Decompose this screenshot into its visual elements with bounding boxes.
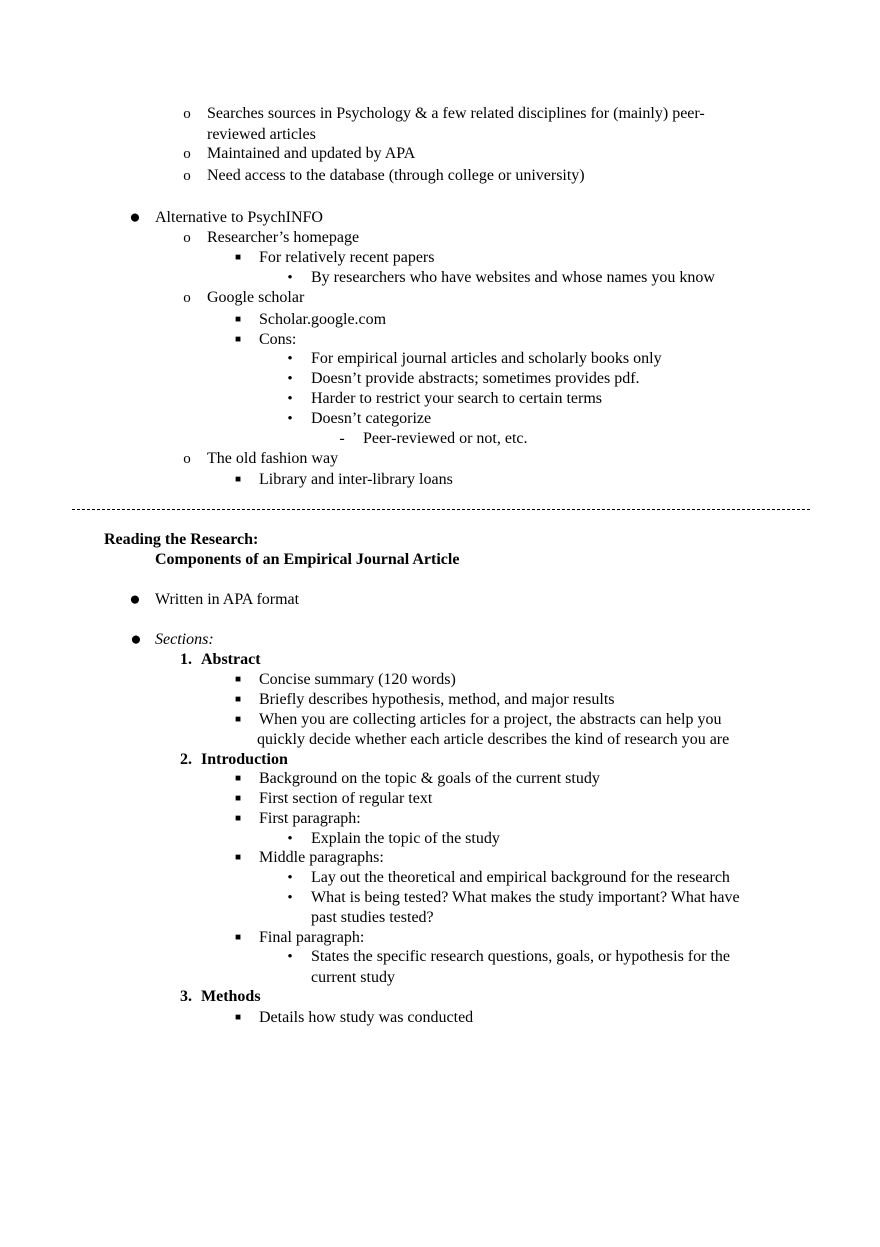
- square-bullet-icon: ■: [234, 314, 242, 325]
- square-bullet-icon: ■: [234, 252, 242, 263]
- disc-bullet-icon: ●: [130, 629, 142, 650]
- circle-bullet-icon: o: [183, 106, 191, 122]
- list-number: 1.: [180, 651, 192, 668]
- dot-bullet-icon: •: [287, 411, 293, 427]
- section-heading: Abstract: [201, 651, 261, 668]
- dot-bullet-icon: •: [287, 949, 293, 965]
- list-item: Harder to restrict your search to certain terms: [311, 390, 602, 407]
- list-number: 3.: [180, 988, 192, 1005]
- list-item: Maintained and updated by APA: [207, 145, 416, 162]
- list-item: Peer-reviewed or not, etc.: [363, 430, 528, 447]
- list-item: Need access to the database (through college or university): [207, 167, 585, 184]
- list-item: Written in APA format: [155, 591, 300, 608]
- list-item: Details how study was conducted: [259, 1009, 474, 1026]
- list-item: Cons:: [259, 331, 297, 348]
- circle-bullet-icon: o: [183, 146, 191, 162]
- list-item: Searches sources in Psychology & a few related disciplines for (mainly) peer-: [207, 105, 705, 122]
- list-item: past studies tested?: [311, 909, 434, 926]
- dot-bullet-icon: •: [287, 391, 293, 407]
- list-item: Final paragraph:: [259, 929, 365, 946]
- list-item: What is being tested? What makes the study important? What have: [311, 889, 740, 906]
- dot-bullet-icon: •: [287, 371, 293, 387]
- square-bullet-icon: ■: [234, 773, 242, 784]
- list-item: Scholar.google.com: [259, 311, 387, 328]
- dash-bullet-icon: -: [339, 430, 345, 447]
- list-item: reviewed articles: [207, 126, 316, 143]
- dot-bullet-icon: •: [287, 870, 293, 886]
- list-item: Doesn’t categorize: [311, 410, 432, 427]
- list-item: For empirical journal articles and scholarly books only: [311, 350, 662, 367]
- list-number: 2.: [180, 751, 192, 768]
- square-bullet-icon: ■: [234, 852, 242, 863]
- list-item: The old fashion way: [207, 450, 339, 467]
- list-item: Researcher’s homepage: [207, 229, 360, 246]
- square-bullet-icon: ■: [234, 474, 242, 485]
- list-item: Explain the topic of the study: [311, 830, 500, 847]
- circle-bullet-icon: o: [183, 168, 191, 184]
- list-item: Library and inter-library loans: [259, 471, 453, 488]
- list-item: Middle paragraphs:: [259, 849, 384, 866]
- list-item: For relatively recent papers: [259, 249, 435, 266]
- square-bullet-icon: ■: [234, 1012, 242, 1023]
- square-bullet-icon: ■: [234, 932, 242, 943]
- disc-bullet-icon: ●: [129, 207, 141, 228]
- dot-bullet-icon: •: [287, 351, 293, 367]
- list-item: Alternative to PsychINFO: [155, 209, 323, 226]
- list-item: current study: [311, 969, 395, 986]
- list-item: First section of regular text: [259, 790, 433, 807]
- dot-bullet-icon: •: [287, 270, 293, 286]
- circle-bullet-icon: o: [183, 290, 191, 306]
- list-item: Google scholar: [207, 289, 305, 306]
- square-bullet-icon: ■: [234, 793, 242, 804]
- square-bullet-icon: ■: [234, 813, 242, 824]
- list-item: States the specific research questions, goals, or hypothesis for the: [311, 948, 730, 965]
- dot-bullet-icon: •: [287, 831, 293, 847]
- list-item: Background on the topic & goals of the current study: [259, 770, 600, 787]
- list-item: Lay out the theoretical and empirical background for the research: [311, 869, 730, 886]
- list-item: Doesn’t provide abstracts; sometimes provides pdf.: [311, 370, 640, 387]
- section-subtitle: Components of an Empirical Journal Article: [155, 551, 460, 568]
- list-item: First paragraph:: [259, 810, 361, 827]
- square-bullet-icon: ■: [234, 694, 242, 705]
- list-item: By researchers who have websites and whose names you know: [311, 269, 715, 286]
- section-heading: Methods: [201, 988, 261, 1005]
- list-item: Sections:: [155, 631, 214, 648]
- square-bullet-icon: ■: [234, 714, 242, 725]
- square-bullet-icon: ■: [234, 334, 242, 345]
- list-item: When you are collecting articles for a project, the abstracts can help you: [259, 711, 722, 728]
- circle-bullet-icon: o: [183, 230, 191, 246]
- square-bullet-icon: ■: [234, 674, 242, 685]
- section-divider: [72, 509, 810, 510]
- section-heading: Introduction: [201, 751, 288, 768]
- dot-bullet-icon: •: [287, 890, 293, 906]
- disc-bullet-icon: ●: [129, 589, 141, 610]
- list-item: quickly decide whether each article describes the kind of research you are: [257, 731, 730, 748]
- section-title: Reading the Research:: [104, 531, 259, 548]
- circle-bullet-icon: o: [183, 451, 191, 467]
- list-item: Briefly describes hypothesis, method, and major results: [259, 691, 615, 708]
- list-item: Concise summary (120 words): [259, 671, 456, 688]
